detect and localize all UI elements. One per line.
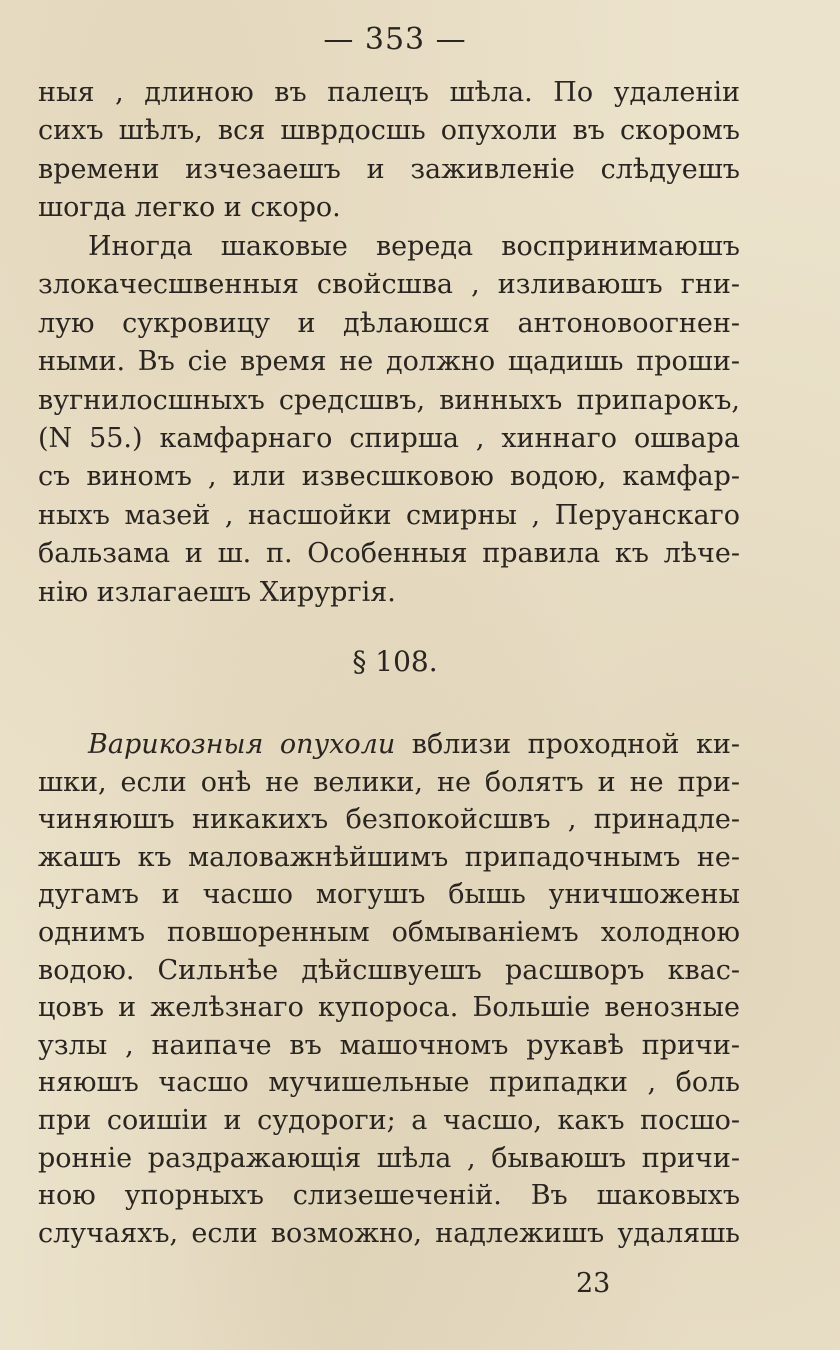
text-line: (N 55.) камфарнаго спирша , хиннаго ошвара — [38, 422, 740, 454]
paragraph-varicose-tumors — [38, 726, 740, 1252]
section-heading: § 108. — [352, 645, 438, 678]
text-run: вблизи проходной ки- — [395, 729, 740, 760]
text-line: лую сукровицу и дѣлаюшся антоновоогнен- — [38, 307, 740, 339]
text-line: ныхъ мазей , насшойки смирны , Перуанскаго — [38, 499, 740, 531]
text-line: ною упорныхъ слизешеченій. Въ шаковыхъ — [38, 1180, 740, 1212]
paragraph-malignant-ulcers — [38, 228, 740, 612]
text-line: няюшъ часшо мучишельные припадки , боль — [38, 1067, 740, 1099]
text-line: ными. Въ сіе время не должно щадишь проши- — [38, 346, 740, 378]
text-line: цовъ и желѣзнаго купороса. Большіе венозные — [38, 992, 740, 1024]
page-number: — 353 — — [323, 22, 467, 57]
text-line: однимъ повшоренным обмываніемъ холодною — [38, 916, 740, 948]
text-line: ныя , длиною въ палецъ шѣла. По удаленіи — [38, 77, 740, 108]
text-line: водою. Сильнѣе дѣйсшвуешъ расшворъ квас- — [38, 954, 740, 986]
text-line: шки, если онѣ не велики, не болятъ и не при- — [38, 766, 740, 798]
signature-mark: 23 — [576, 1268, 611, 1299]
text-line-first — [38, 726, 740, 764]
text-line: случаяхъ, если возможно, надлежишъ удаляшь — [38, 1217, 740, 1249]
text-line: узлы , наипаче въ машочномъ рукавѣ причи- — [38, 1029, 740, 1061]
text-line: ронніе раздражающія шѣла , бываюшъ причи- — [38, 1142, 740, 1174]
text-line: нію излагаешъ Хирургія. — [38, 576, 396, 608]
text-line: Иногда шаковые вереда воспринимаюшъ — [88, 231, 740, 262]
text-line: бальзама и ш. п. Особенныя правила къ лѣче- — [38, 538, 740, 570]
paragraph-continuation — [38, 74, 740, 228]
text-line: жашъ къ маловажнѣйшимъ припадочнымъ не- — [38, 841, 740, 873]
text-line: дугамъ и часшо могушъ бышь уничшожены — [38, 879, 740, 911]
text-line: чиняюшъ никакихъ безпокойсшвъ , принадле- — [38, 804, 740, 836]
text-line: съ виномъ , или извесшковою водою, камфар- — [38, 461, 740, 493]
text-line: сихъ шѣлъ, вся шврдосшь опухоли въ скоромъ — [38, 115, 740, 147]
text-line: злокачесшвенныя свойсшва , изливаюшъ гни- — [38, 269, 740, 301]
text-line: при соишіи и судороги; а часшо, какъ посшо- — [38, 1104, 740, 1136]
italic-term: Варикозныя опухоли — [88, 729, 396, 760]
text-line: вугнилосшныхъ средсшвъ, винныхъ припарокъ, — [38, 384, 740, 416]
text-line: времени изчезаешъ и заживленіе слѣдуешъ — [38, 153, 740, 185]
text-line: шогда легко и скоро. — [38, 192, 341, 224]
